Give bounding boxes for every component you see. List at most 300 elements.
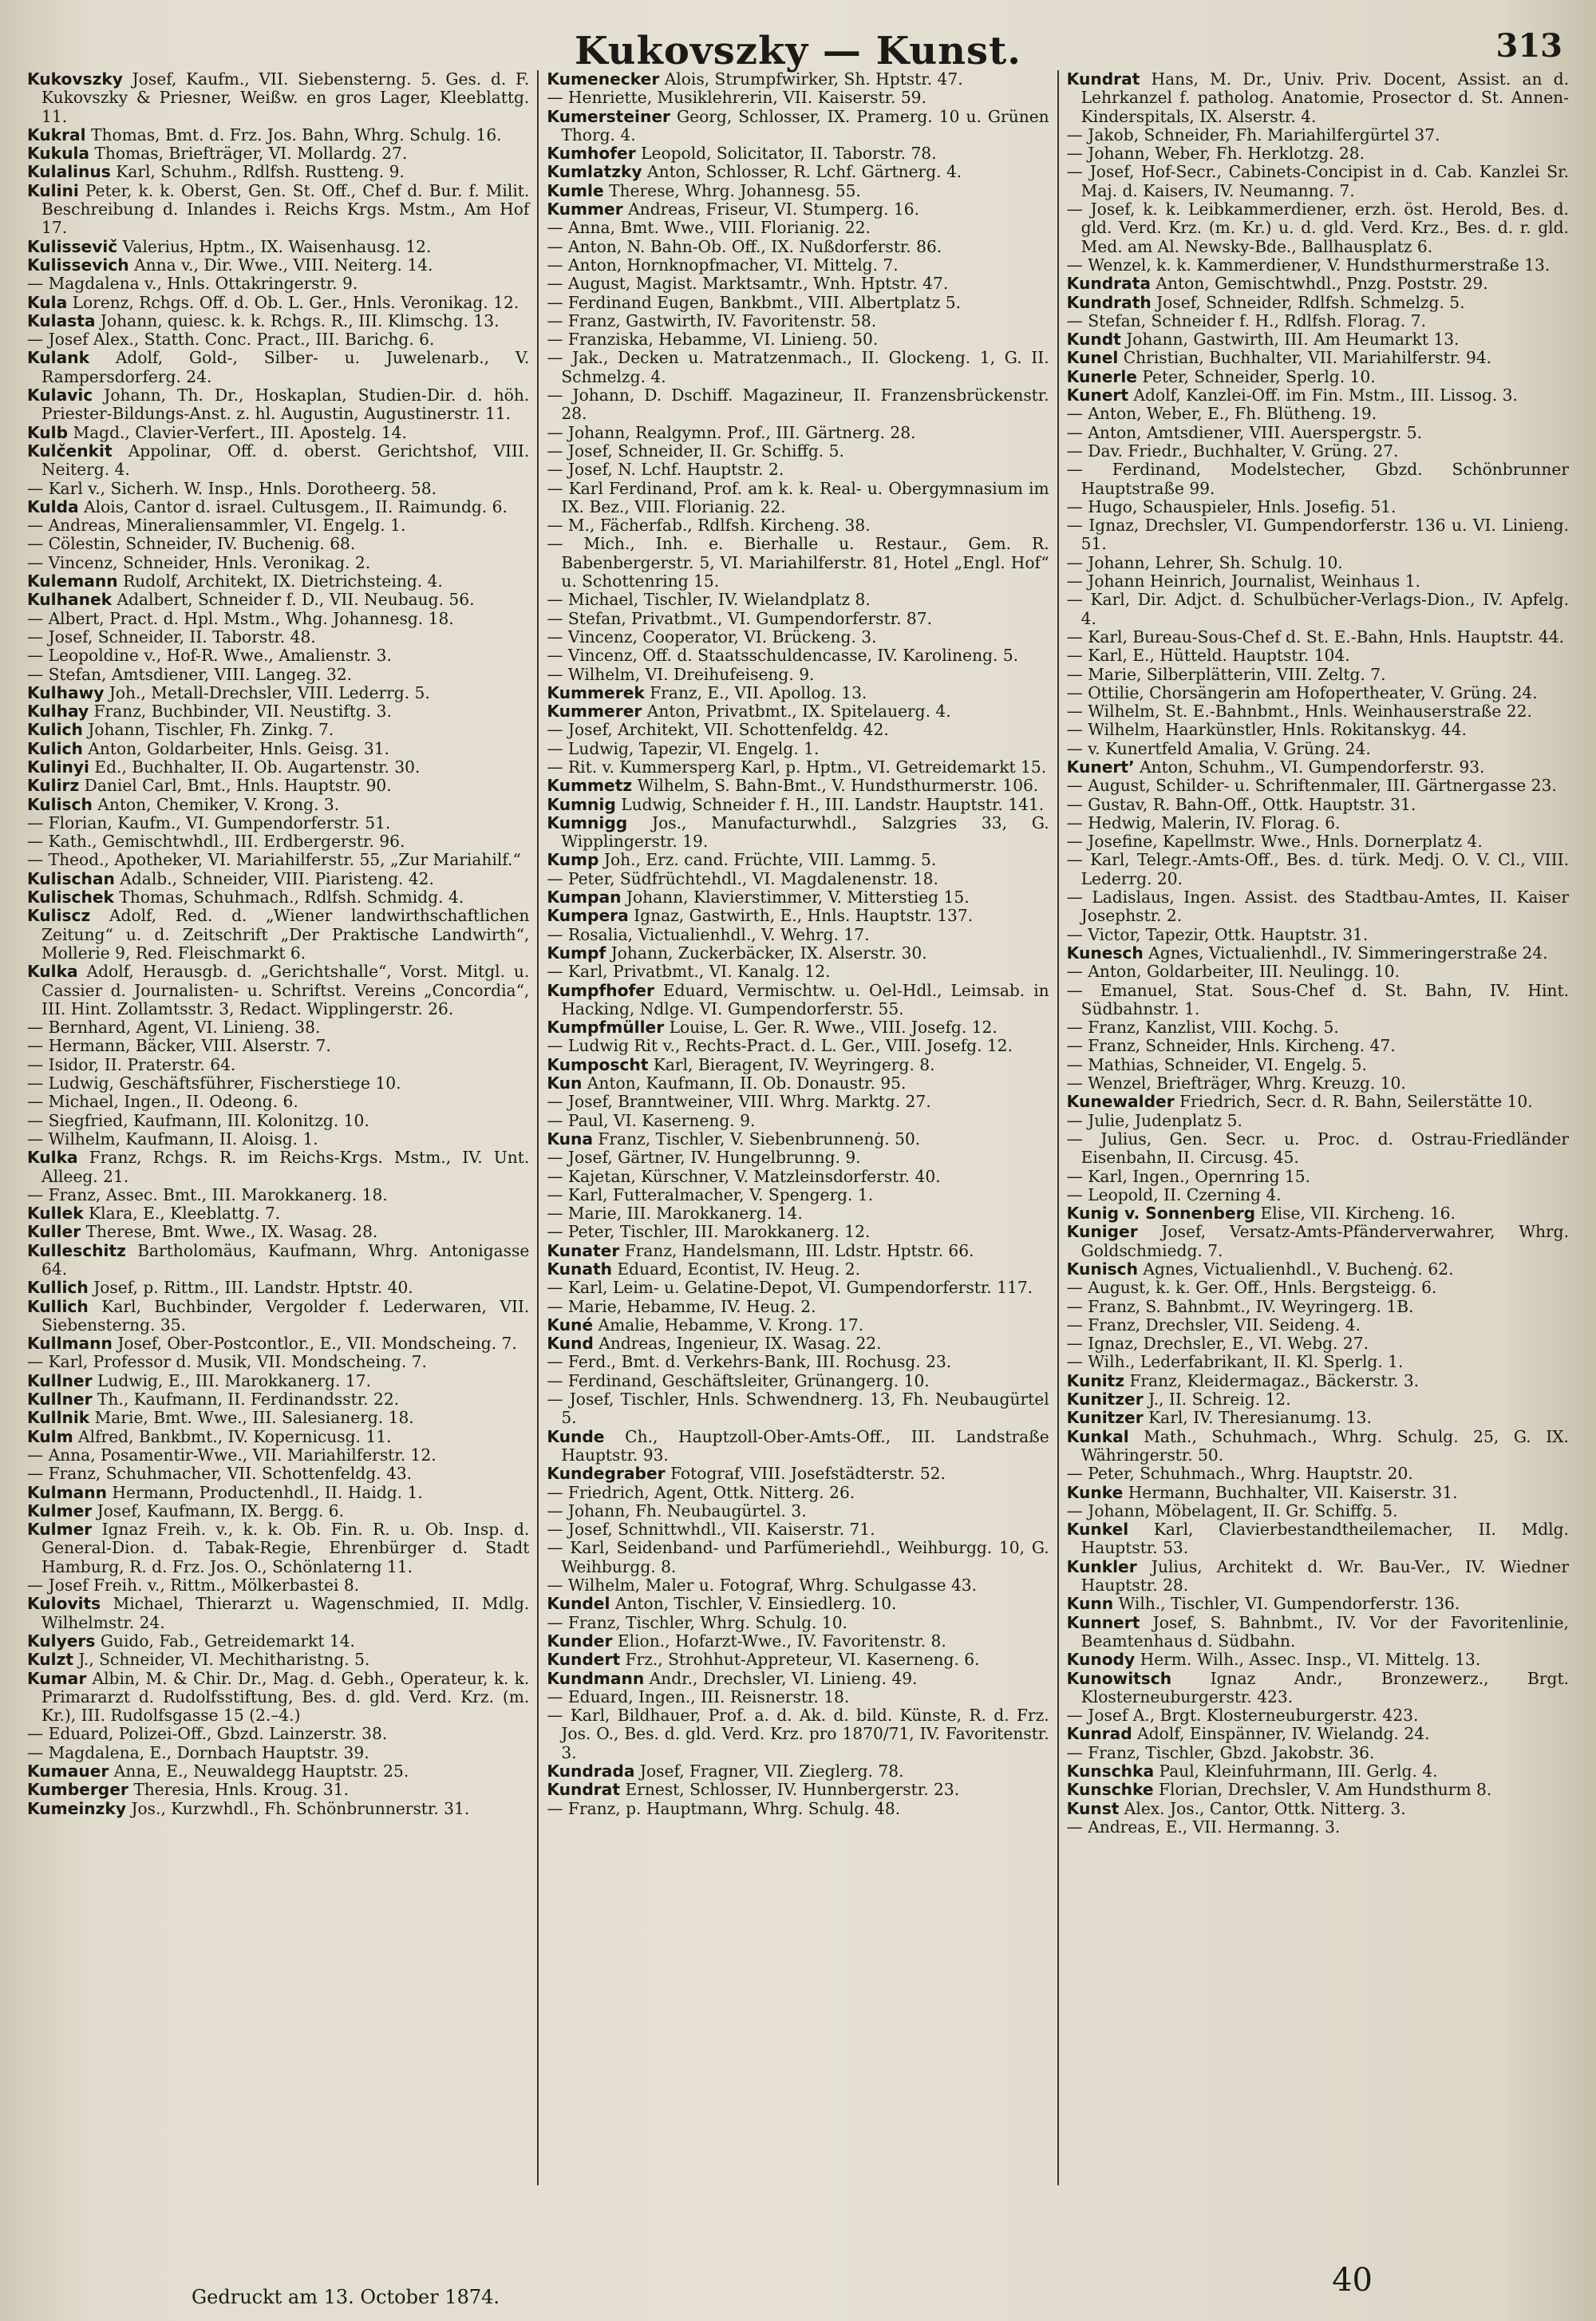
entry-surname: Kulzt (27, 1650, 73, 1670)
entry-surname: Kulhawy (27, 682, 105, 702)
entry-surname: Kunnert (1066, 1612, 1140, 1632)
entry-details: — Julius, Gen. Secr. u. Proc. d. Ostrau-Friedländer Eisenbahn, II. Circusg. 45. (1066, 1129, 1569, 1168)
directory-entry (1067, 1670, 1569, 1707)
entry-surname: Kumersteiner (547, 106, 670, 126)
entry-surname: Kullnik (27, 1408, 90, 1428)
entry-details: — Karl v., Sicherh. W. Insp., Hnls. Dorotheerg. 58. (27, 478, 437, 498)
entry-details: Ernest, Schlosser, IV. Hunnbergerstr. 23. (625, 1780, 960, 1800)
directory-entry (547, 777, 1049, 795)
entry-details: — Anton, Goldarbeiter, III. Neulingg. 10. (1066, 962, 1400, 982)
entry-details: — Ottilie, Chorsängerin am Hofopertheater, V. Grüng. 24. (1066, 682, 1538, 702)
entry-details: Ed., Buchhalter, II. Ob. Augartenstr. 30. (94, 757, 421, 777)
directory-entry (547, 461, 1049, 479)
entry-surname: Kundrat (1066, 70, 1140, 89)
entry-details: Anton, Kaufmann, II. Ob. Donaustr. 95. (587, 1074, 907, 1093)
directory-entry (547, 1576, 1049, 1595)
directory-entry (547, 666, 1049, 684)
directory-entry (547, 312, 1049, 330)
directory-entry (1067, 1725, 1569, 1743)
entry-details: Adalb., Schneider, VIII. Piaristeng. 42. (120, 868, 434, 888)
entry-surname: Kulemann (27, 571, 118, 591)
entry-details: — Wilhelm, VI. Dreihufeiseng. 9. (547, 664, 815, 684)
directory-entry (547, 1112, 1049, 1130)
entry-surname: Kulyers (27, 1631, 96, 1651)
directory-entry (547, 1800, 1049, 1818)
entry-details: — Kajetan, Kürschner, V. Matzleinsdorferstr. 40. (547, 1166, 941, 1186)
entry-details: Klara, E., Kleeblattg. 7. (89, 1204, 281, 1224)
entry-details: — Karl, Privatbmt., VI. Kanalg. 12. (547, 962, 831, 982)
entry-details: — Karl, E., Hütteld. Hauptstr. 104. (1066, 646, 1350, 666)
entry-details: — Wilhelm, Maler u. Fotograf, Whrg. Schulgasse 43. (547, 1576, 978, 1595)
entry-details: — Josef, Schneider, II. Taborstr. 48. (27, 627, 316, 646)
entry-surname: Kumposcht (547, 1054, 649, 1074)
directory-entry (1067, 424, 1569, 442)
entry-details: — Dav. Friedr., Buchhalter, V. Grüng. 27. (1066, 441, 1399, 461)
directory-entry (1067, 628, 1569, 646)
directory-entry (547, 1093, 1049, 1111)
entry-details: — Josef, Schneider, II. Gr. Schiffg. 5. (547, 441, 844, 461)
directory-entry (547, 442, 1049, 461)
directory-entry (547, 1614, 1049, 1632)
entry-surname: Kukula (27, 144, 89, 164)
entry-details: — Anna, Bmt. Wwe., VIII. Florianig. 22. (547, 218, 871, 238)
entry-details: Marie, Bmt. Wwe., III. Salesianerg. 18. (94, 1408, 414, 1428)
entry-surname: Kundmann (547, 1668, 645, 1688)
directory-entry (1067, 70, 1569, 126)
directory-entry (547, 1149, 1049, 1167)
entry-surname: Kullner (27, 1390, 93, 1410)
entry-details: — Franziska, Hebamme, VI. Linieng. 50. (547, 330, 879, 350)
directory-entry (547, 480, 1049, 517)
entry-surname: Kunschke (1066, 1780, 1154, 1800)
entry-details: Ludwig, Schneider f. H., III. Landstr. Hauptstr. 141. (621, 794, 1045, 814)
entry-details: Karl, Buchbinder, Vergolder f. Lederwaren, VII. Siebensterng. 35. (41, 1296, 530, 1334)
entry-details: Thomas, Briefträger, VI. Mollardg. 27. (94, 144, 408, 164)
entry-details: — Ludwig, Geschäftsführer, Fischerstiege 10. (27, 1074, 401, 1093)
directory-entry (1067, 1093, 1569, 1111)
entry-details: Josef, Versatz-Amts-Pfänderverwahrer, Whrg. Goldschmiedg. 7. (1080, 1222, 1569, 1260)
entry-details: — Johann, Weber, Fh. Herklotzg. 28. (1066, 144, 1365, 164)
entry-surname: Kumle (547, 180, 604, 200)
directory-entry (1067, 721, 1569, 739)
directory-entry (27, 238, 529, 256)
entry-surname: Kunitzer (1066, 1390, 1144, 1410)
entry-surname: Kuller (27, 1222, 81, 1242)
directory-entry (27, 1632, 529, 1651)
entry-details: Alex. Jos., Cantor, Ottk. Nitterg. 3. (1124, 1798, 1406, 1818)
directory-entry (1067, 1204, 1569, 1223)
directory-entry (547, 70, 1049, 89)
entry-details: Theresia, Hnls. Kroug. 31. (133, 1780, 350, 1800)
entry-surname: Kundegraber (547, 1464, 666, 1484)
entry-surname: Kulovits (27, 1594, 101, 1614)
entry-details: Franz, E., VII. Apollog. 13. (650, 682, 867, 702)
entry-details: — Ferdinand Eugen, Bankbmt., VIII. Albertplatz 5. (547, 292, 962, 312)
entry-details: — Henriette, Musiklehrerin, VII. Kaiserstr. 59. (547, 88, 926, 108)
directory-entry (547, 870, 1049, 888)
entry-details: — Hermann, Bäcker, VIII. Alserstr. 7. (27, 1036, 331, 1056)
directory-entry (27, 1149, 529, 1186)
entry-surname: Kunater (547, 1240, 620, 1260)
print-date-note: Gedruckt am 13. October 1874. (192, 2286, 500, 2308)
entry-details: Joh., Metall-Drechsler, VIII. Lederrg. 5. (109, 682, 430, 702)
entry-details: Johann, Zuckerbäcker, IX. Alserstr. 30. (610, 943, 927, 963)
entry-surname: Kuniger (1066, 1222, 1138, 1242)
directory-entry (547, 628, 1049, 646)
directory-entry (547, 163, 1049, 181)
entry-surname: Kulirz (27, 776, 80, 796)
entry-details: Andreas, Friseur, VI. Stumperg. 16. (628, 200, 920, 219)
entry-details: Leopold, Solicitator, II. Taborstr. 78. (641, 144, 937, 164)
entry-details: — Karl Ferdinand, Prof. am k. k. Real- u. Obergymnasium im IX. Bez., VIII. Florianig. 22. (547, 478, 1049, 516)
directory-entry (27, 907, 529, 963)
entry-details: — Michael, Tischler, IV. Wielandplatz 8. (547, 590, 871, 610)
entry-details: Johann, Th. Dr., Hoskaplan, Studien-Dir. d. höh. Priester-Bildungs-Anst. z. hl. Augustin, Augustinerstr. 11. (41, 386, 530, 424)
entry-details: — Josef, Architekt, VII. Schottenfeldg. 42. (547, 720, 889, 740)
entry-surname: Kumenecker (547, 70, 660, 89)
entry-details: — Wenzel, Briefträger, Whrg. Kreuzg. 10. (1066, 1074, 1406, 1093)
directory-entry (1067, 982, 1569, 1019)
entry-details: — Jakob, Schneider, Fh. Mariahilfergürtel 37. (1066, 125, 1440, 144)
directory-entry (547, 1706, 1049, 1762)
directory-entry (547, 702, 1049, 721)
entry-details: — Franz, Schuhmacher, VII. Schottenfeldg. 43. (27, 1464, 413, 1484)
entry-details: J., Schneider, VI. Mechitharistng. 5. (78, 1650, 370, 1670)
directory-entry (547, 1018, 1049, 1037)
directory-entry (27, 963, 529, 1018)
directory-entry (27, 1484, 529, 1502)
entry-details: — Rit. v. Kummersperg Karl, p. Hptm., VI. Getreidemarkt 15. (547, 757, 1047, 777)
entry-details: — Magdalena, E., Dornbach Hauptstr. 39. (27, 1742, 369, 1762)
directory-entry (547, 963, 1049, 981)
directory-entry (27, 591, 529, 609)
entry-details: Michael, Thierarzt u. Wagenschmied, II. Mdlg. Wilhelmstr. 24. (41, 1594, 530, 1632)
entry-surname: Kunitzer (1066, 1408, 1144, 1428)
directory-entry (547, 1204, 1049, 1223)
directory-entry (1067, 1316, 1569, 1334)
entry-details: Th., Kaufmann, II. Ferdinandsstr. 22. (97, 1390, 400, 1410)
entry-details: Elise, VII. Kircheng. 16. (1260, 1204, 1456, 1224)
entry-details: Ignaz Freih. v., k. k. Ob. Fin. R. u. Ob. Insp. d. General-Dion. d. Tabak-Regie, Ehrenbürger d. Stadt Hamburg, R. d. Frz. Jos. O., Schönlaterng 11. (41, 1520, 530, 1576)
directory-entry (27, 1074, 529, 1093)
entry-details: Valerius, Hptm., IX. Waisenhausg. 12. (122, 236, 432, 256)
directory-entry (27, 777, 529, 795)
entry-details: — Franz, Kanzlist, VIII. Kochg. 5. (1066, 1018, 1339, 1038)
entry-surname: Kullmann (27, 1334, 113, 1354)
directory-entry (1067, 684, 1569, 702)
directory-entry (27, 1502, 529, 1520)
directory-entry (27, 1781, 529, 1799)
entry-details: Magd., Clavier-Verfert., III. Apostelg. 14. (73, 422, 407, 442)
entry-details: Anton, Chemiker, V. Krong. 3. (97, 794, 340, 814)
entry-details: Alfred, Bankbmt., IV. Kopernicusg. 11. (78, 1426, 392, 1446)
directory-entry (1067, 349, 1569, 367)
directory-entry (547, 1242, 1049, 1260)
directory-entry (27, 1390, 529, 1409)
directory-entry (547, 1279, 1049, 1297)
entry-details: Eduard, Econtist, IV. Heug. 2. (617, 1259, 861, 1279)
entry-details: Johann, Gastwirth, III. Am Heumarkt 13. (1126, 330, 1460, 350)
entry-surname: Kullich (27, 1296, 89, 1316)
directory-entry (27, 442, 529, 480)
directory-entry (27, 1651, 529, 1669)
directory-entry (27, 349, 529, 386)
directory-entry (547, 516, 1049, 535)
directory-entry (1067, 275, 1569, 293)
entry-details: — Kath., Gemischtwhdl., III. Erdbergerstr. 96. (27, 832, 405, 852)
entry-details: — Johann, Möbelagent, II. Gr. Schiffg. 5. (1066, 1501, 1398, 1520)
entry-surname: Kundert (547, 1650, 621, 1670)
entry-surname: Kunerle (1066, 366, 1137, 386)
entry-details: — Peter, Schuhmach., Whrg. Hauptstr. 20. (1066, 1464, 1413, 1484)
entry-details: — Vincenz, Schneider, Hnls. Veronikag. 2. (27, 552, 371, 572)
directory-entry (1067, 1298, 1569, 1316)
entry-surname: Kula (27, 292, 68, 312)
entry-details: Anton, Tischler, V. Einsiedlerg. 10. (614, 1594, 897, 1614)
entry-surname: Kummetz (547, 776, 633, 796)
directory-entry (1067, 1744, 1569, 1762)
directory-entry (547, 424, 1049, 442)
entry-details: J., II. Schreig. 12. (1148, 1390, 1291, 1410)
entry-surname: Kunertʼ (1066, 757, 1135, 777)
directory-entry (27, 126, 529, 144)
directory-entry (27, 796, 529, 814)
directory-entry (547, 684, 1049, 702)
entry-details: — Franz, S. Bahnbmt., IV. Weyringerg. 1B. (1066, 1296, 1414, 1316)
directory-entry (1067, 851, 1569, 888)
entry-details: — Josef, Schnittwhdl., VII. Kaiserstr. 71. (547, 1520, 875, 1540)
entry-surname: Kunde (547, 1426, 605, 1446)
entry-details: Anna v., Dir. Wwe., VIII. Neiterg. 14. (134, 255, 433, 275)
directory-entry (27, 182, 529, 238)
entry-surname: Kundrat (547, 1780, 621, 1800)
entry-surname: Kulinyi (27, 757, 89, 777)
entry-details: — Josef, Tischler, Hnls. Schwendnerg. 13, Fh. Neubaugürtel 5. (547, 1390, 1049, 1428)
entry-surname: Kullich (27, 1278, 89, 1298)
entry-details: — Hedwig, Malerin, IV. Florag. 6. (1066, 813, 1341, 832)
directory-entry (547, 200, 1049, 219)
entry-details: — Franz, p. Hauptmann, Whrg. Schulg. 48. (547, 1798, 901, 1818)
entry-surname: Kulavic (27, 386, 93, 405)
entry-surname: Kullner (27, 1370, 93, 1390)
directory-entry (27, 498, 529, 516)
directory-entry (27, 275, 529, 293)
directory-entry (547, 1595, 1049, 1613)
entry-surname: Kummerer (547, 702, 642, 722)
entry-details: — August, k. k. Ger. Off., Hnls. Bergsteigg. 6. (1066, 1278, 1437, 1298)
directory-entry (547, 591, 1049, 609)
entry-details: Karl, Schuhm., Rdlfsh. Rustteng. 9. (116, 162, 405, 182)
directory-entry (1067, 1818, 1569, 1837)
entry-details: — Josef, Branntweiner, VIII. Whrg. Marktg. 27. (547, 1092, 931, 1112)
directory-entry (1067, 963, 1569, 981)
directory-entry (27, 480, 529, 498)
entry-details: — Jak., Decken u. Matratzenmach., II. Glockeng. 1, G. II. Schmelzg. 4. (547, 348, 1049, 386)
directory-entry (547, 1651, 1049, 1669)
entry-surname: Kunisch (1066, 1259, 1138, 1279)
entry-surname: Kulka (27, 1148, 78, 1168)
entry-details: Franz, Rchgs. R. im Reichs-Krgs. Mstm., IV. Unt. Alleeg. 21. (41, 1148, 530, 1186)
entry-details: Johann, Tischler, Fh. Zinkg. 7. (88, 720, 334, 740)
entry-details: — Vincenz, Cooperator, VI. Brückeng. 3. (547, 627, 877, 646)
entry-surname: Kuné (547, 1315, 594, 1334)
entry-surname: Kunert (1066, 386, 1128, 405)
entry-surname: Kunschka (1066, 1762, 1155, 1781)
entry-surname: Kulank (27, 348, 89, 368)
entry-surname: Kumlatzky (547, 162, 642, 182)
directory-entry (27, 1446, 529, 1465)
entry-details: Ignaz, Gastwirth, E., Hnls. Hauptstr. 137. (634, 906, 974, 926)
page-title: Kukovszky — Kunst. (575, 29, 1021, 73)
directory-entry (27, 721, 529, 739)
entry-details: Friedrich, Secr. d. R. Bahn, Seilerstätte 10. (1179, 1092, 1533, 1112)
directory-entry (547, 108, 1049, 145)
entry-details: Adolf, Herausgb. d. „Gerichtshalle“, Vorst. Mitgl. u. Cassier d. Journalisten- u. Schriftst. Vereins „Concordia“, III. Hint. Zollamtsstr. 3, Redact. Wipplingerstr. 26. (41, 962, 530, 1018)
directory-entry (547, 294, 1049, 312)
entry-surname: Kulischek (27, 888, 114, 907)
directory-entry (27, 1056, 529, 1074)
entry-surname: Kulhanek (27, 590, 113, 610)
directory-entry (27, 870, 529, 888)
entry-surname: Kulmer (27, 1520, 93, 1540)
directory-entry (547, 238, 1049, 256)
entry-details: Anton, Schlosser, R. Lchf. Gärtnerg. 4. (646, 162, 962, 182)
entry-details: — Anton, Hornknopfmacher, VI. Mittelg. 7. (547, 255, 899, 275)
directory-entry (1067, 1614, 1569, 1651)
entry-details: — Michael, Ingen., II. Odeong. 6. (27, 1092, 298, 1112)
entry-details: Wilh., Tischler, VI. Gumpendorferstr. 136. (1118, 1594, 1460, 1614)
entry-details: — Josef Alex., Statth. Conc. Pract., III. Barichg. 6. (27, 330, 435, 350)
directory-entry (27, 330, 529, 349)
entry-details: Math., Schuhmach., Whrg. Schulg. 25, G. IX. Währingerstr. 50. (1080, 1426, 1569, 1465)
entry-details: — Johann, D. Dschiff. Magazineur, II. Franzensbrückenstr. 28. (547, 386, 1049, 424)
directory-entry (27, 1130, 529, 1149)
entry-surname: Kulka (27, 962, 78, 982)
entry-details: — Franz, Drechsler, VII. Seideng. 4. (1066, 1315, 1361, 1334)
directory-entry (27, 684, 529, 702)
entry-surname: Kulich (27, 720, 83, 740)
entry-details: Louise, L. Ger. R. Wwe., VIII. Josefg. 12. (669, 1018, 998, 1038)
directory-entry (27, 312, 529, 330)
entry-surname: Kumeinzky (27, 1798, 127, 1818)
directory-entry (27, 1093, 529, 1111)
entry-details: — Josefine, Kapellmstr. Wwe., Hnls. Dornerplatz 4. (1066, 832, 1483, 852)
directory-entry (27, 1670, 529, 1726)
sheet-signature: 40 (1332, 2262, 1373, 2299)
directory-entry (547, 1372, 1049, 1390)
entry-details: Guido, Fab., Getreidemarkt 14. (100, 1631, 355, 1651)
directory-entry (27, 572, 529, 591)
directory-entry (27, 610, 529, 628)
entry-details: Daniel Carl, Bmt., Hnls. Hauptstr. 90. (84, 776, 392, 796)
directory-entry (1067, 1706, 1569, 1725)
directory-entry (1067, 1390, 1569, 1409)
entry-surname: Kunewalder (1066, 1092, 1175, 1112)
entry-details: — Siegfried, Kaufmann, III. Kolonitzg. 10. (27, 1110, 369, 1130)
directory-entry (27, 1037, 529, 1055)
entry-details: — Andreas, E., VII. Hermanng. 3. (1066, 1817, 1341, 1837)
directory-entry (1067, 1130, 1569, 1168)
directory-entry (547, 1670, 1049, 1688)
entry-surname: Kump (547, 850, 599, 870)
entry-details: Elion., Hofarzt-Wwe., IV. Favoritenstr. 8. (617, 1631, 946, 1651)
directory-entry (27, 702, 529, 721)
directory-entry (27, 814, 529, 832)
directory-entry (547, 219, 1049, 237)
entry-details: Hans, M. Dr., Univ. Priv. Docent, Assist. an d. Lehrkanzel f. patholog. Anatomie, Prosector d. St. Annen-Kinderspitals, IX. Alserstr. 4. (1080, 70, 1569, 126)
directory-entry (547, 1502, 1049, 1520)
entry-details: — Emanuel, Stat. Sous-Chef d. St. Bahn, IV. Hint. Südbahnstr. 1. (1066, 980, 1569, 1018)
entry-surname: Kulisch (27, 794, 93, 814)
directory-entry (1067, 1520, 1569, 1558)
entry-details: Alois, Strumpfwirker, Sh. Hptstr. 47. (664, 70, 963, 89)
entry-surname: Kuna (547, 1129, 593, 1149)
directory-entry (1067, 1484, 1569, 1502)
directory-entry (27, 1744, 529, 1762)
entry-details: — Wenzel, k. k. Kammerdiener, V. Hundsthurmerstraße 13. (1066, 255, 1551, 275)
directory-entry (547, 1781, 1049, 1799)
directory-entry (1067, 740, 1569, 758)
entry-details: — August, Magist. Marktsamtr., Wnh. Hptstr. 47. (547, 274, 949, 294)
directory-entry (1067, 256, 1569, 275)
entry-surname: Kukovszky (27, 70, 123, 89)
directory-entry (1067, 814, 1569, 832)
entry-details: Therese, Bmt. Wwe., IX. Wasag. 28. (85, 1222, 378, 1242)
entry-surname: Kunig v. Sonnenberg (1066, 1204, 1256, 1224)
entry-details: — Leopold, II. Czerning 4. (1066, 1184, 1282, 1204)
directory-entry (27, 666, 529, 684)
entry-details: Karl, Bieragent, IV. Weyringerg. 8. (653, 1054, 935, 1074)
entry-details: Herm. Wilh., Assec. Insp., VI. Mittelg. 13. (1140, 1650, 1481, 1670)
entry-details: Wilhelm, S. Bahn-Bmt., V. Hundsthurmerstr. 106. (637, 776, 1039, 796)
entry-surname: Kundrata (1066, 274, 1151, 294)
entry-details: Anton, Gemischtwhdl., Pnzg. Poststr. 29. (1156, 274, 1488, 294)
entry-details: Albin, M. & Chir. Dr., Mag. d. Gebh., Operateur, k. k. Primararzt d. Rudolfsstiftung, Bes. d. gld. Verd. Krz. (m. Kr.), III. Rudolfsgasse 15 (2.–4.) (41, 1668, 530, 1726)
entry-surname: Kumpfhofer (547, 980, 654, 1000)
directory-entry (1067, 386, 1569, 405)
directory-entry (27, 1112, 529, 1130)
directory-entry (1067, 294, 1569, 312)
directory-entry (27, 424, 529, 442)
directory-entry (1067, 1781, 1569, 1799)
entry-details: Josef, Ober-Postcontlor., E., VII. Mondscheing. 7. (117, 1334, 517, 1354)
entry-details: Julius, Architekt d. Wr. Bau-Ver., IV. Wiedner Hauptstr. 28. (1080, 1556, 1569, 1595)
directory-entry (27, 1372, 529, 1390)
entry-details: Karl, IV. Theresianumg. 13. (1148, 1408, 1372, 1428)
entry-details: — Ludwig, Tapezir, VI. Engelg. 1. (547, 738, 820, 758)
entry-details: Fotograf, VIII. Josefstädterstr. 52. (670, 1464, 946, 1484)
entry-details: — Marie, Hebamme, IV. Heug. 2. (547, 1296, 816, 1316)
directory-entry (1067, 1186, 1569, 1204)
entry-details: — Karl, Bureau-Sous-Chef d. St. E.-Bahn, Hnls. Hauptstr. 44. (1066, 627, 1565, 646)
entry-details: Adolf, Kanzlei-Off. im Fin. Mstm., III. Lissog. 3. (1133, 386, 1518, 405)
entry-details: Thomas, Bmt. d. Frz. Jos. Bahn, Whrg. Schulg. 16. (91, 125, 502, 144)
directory-entry (547, 144, 1049, 163)
entry-details: Johann, quiesc. k. k. Rchgs. R., III. Klimschg. 13. (100, 310, 500, 330)
entry-details: — August, Schilder- u. Schriftenmaler, III. Gärtnergasse 23. (1066, 776, 1557, 796)
directory-entry (27, 1409, 529, 1427)
directory-entry (547, 1260, 1049, 1279)
directory-entry (547, 182, 1049, 200)
directory-entry (1067, 888, 1569, 926)
directory-entry (547, 1484, 1049, 1502)
entry-details: Jos., Manufacturwhdl., Salzgries 33, G. Wipplingerstr. 19. (561, 813, 1049, 852)
directory-entry (27, 740, 529, 758)
entry-details: — Franz, Schneider, Hnls. Kircheng. 47. (1066, 1036, 1396, 1056)
entry-surname: Kummerek (547, 682, 645, 702)
directory-entry (27, 535, 529, 553)
entry-details: Alois, Cantor d. israel. Cultusgem., II. Raimundg. 6. (84, 496, 508, 516)
